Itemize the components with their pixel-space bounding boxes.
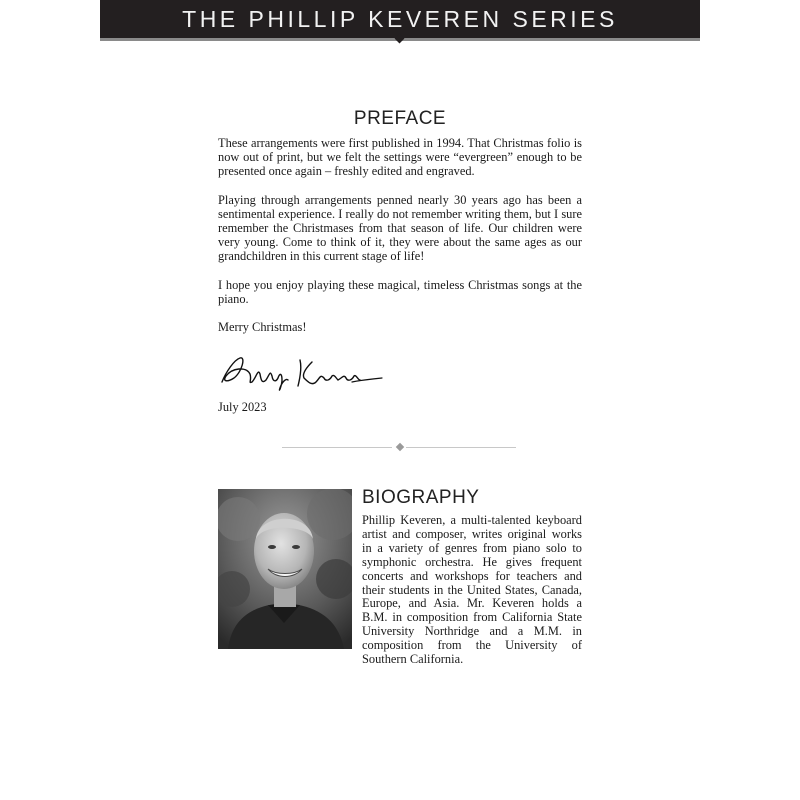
section-divider-left	[282, 447, 392, 448]
preface-title: PREFACE	[353, 108, 447, 129]
signature	[216, 352, 386, 396]
series-title: THE PHILLIP KEVEREN SERIES	[182, 5, 618, 32]
biography-body: Phillip Keveren, a multi-talented keyboard artist and composer, writes original works in a variety of genres from piano solo to symphonic orchestra. He gives frequent concerts and workshops for teachers and their students in the United States, Canada, Europe, and Asia. Mr. Keveren holds a B.M. in composition from California State University Northridge and a M.M. in composition from the University of Southern California.	[362, 513, 582, 667]
preface-paragraph: Merry Christmas!	[218, 320, 307, 335]
divider-diamond-ornament	[396, 443, 404, 451]
preface-paragraph: Playing through arrangements penned nearly 30 years ago has been a sentimental experience. I really do not remember writing them, but I sure remember the Christmases from that season of life. Our children were very young. Come to think of it, they were about the same ages as our grandchildren in this current stage of life!	[218, 192, 582, 264]
author-photo	[218, 489, 352, 649]
preface-date: July 2023	[218, 400, 267, 414]
preface-paragraph: These arrangements were first published in 1994. That Christmas folio is now out of print, but we felt the settings were “evergreen” enough to be presented once again – freshly edited and engraved.	[218, 136, 582, 179]
series-banner	[100, 0, 700, 38]
biography-title: BIOGRAPHY	[362, 487, 480, 508]
section-divider-right	[406, 447, 516, 448]
preface-paragraph: I hope you enjoy playing these magical, timeless Christmas songs at the piano.	[218, 277, 582, 306]
preface-body	[218, 136, 582, 348]
